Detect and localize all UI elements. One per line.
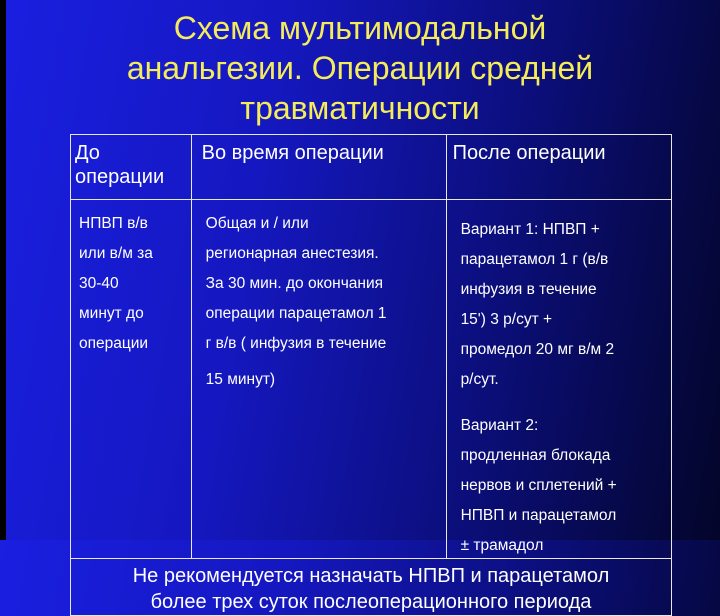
footer-note [71, 559, 672, 616]
title-line: Схема мультимодальной [173, 10, 547, 46]
cell-line: регионарная анестезия. [205, 245, 379, 262]
header-before-surgery: До операции [71, 135, 192, 200]
header-after-surgery: После операции [446, 135, 671, 200]
cell-line: Вариант 2: [460, 417, 539, 434]
table-body-row [71, 200, 672, 559]
cell-after-surgery [446, 200, 671, 559]
cell-line: продленная блокада [460, 447, 611, 464]
cell-line: инфузия в течение [460, 281, 597, 298]
table-footer-row [71, 559, 672, 616]
cell-line: 15') 3 р/сут + [460, 311, 553, 328]
header-during-surgery: Во время операции [191, 135, 446, 200]
footer-line: более трех суток послеоперационного периода [150, 591, 592, 613]
cell-line: За 30 мин. до окончания [205, 275, 384, 292]
analgesia-scheme-table [70, 134, 672, 616]
cell-line: операции парацетамол 1 [205, 305, 387, 322]
cell-line: р/сут. [460, 371, 499, 388]
slide-left-edge [0, 0, 6, 540]
cell-line: операции [79, 335, 149, 352]
cell-before-surgery [71, 200, 192, 559]
cell-line: ± трамадол [460, 537, 544, 554]
variant-2 [453, 402, 667, 558]
title-line: анальгезии. Операции средней [126, 50, 594, 86]
cell-line: 15 минут) [205, 371, 276, 388]
cell-line: 30-40 [79, 275, 119, 292]
title-line: травматичности [240, 90, 480, 126]
cell-line: нервов и сплетений + [460, 477, 617, 494]
cell-line: г в/в ( инфузия в течение [205, 335, 387, 352]
cell-line: Вариант 1: НПВП + [460, 221, 600, 238]
cell-line: НПВП и парацетамол [460, 507, 617, 524]
cell-during-surgery [191, 200, 446, 559]
cell-line: промедол 20 мг в/м 2 [460, 341, 615, 358]
cell-line: Общая и / или [205, 215, 309, 232]
table-header-row [71, 135, 672, 200]
variant-1 [453, 206, 667, 392]
cell-line: минут до [79, 305, 144, 322]
cell-line: парацетамол 1 г (в/в [460, 251, 609, 268]
slide-title [70, 8, 650, 128]
footer-line: Не рекомендуется назначать НПВП и парацетамол [132, 565, 610, 587]
cell-line: или в/м за [79, 245, 153, 262]
cell-line: НПВП в/в [79, 215, 148, 232]
